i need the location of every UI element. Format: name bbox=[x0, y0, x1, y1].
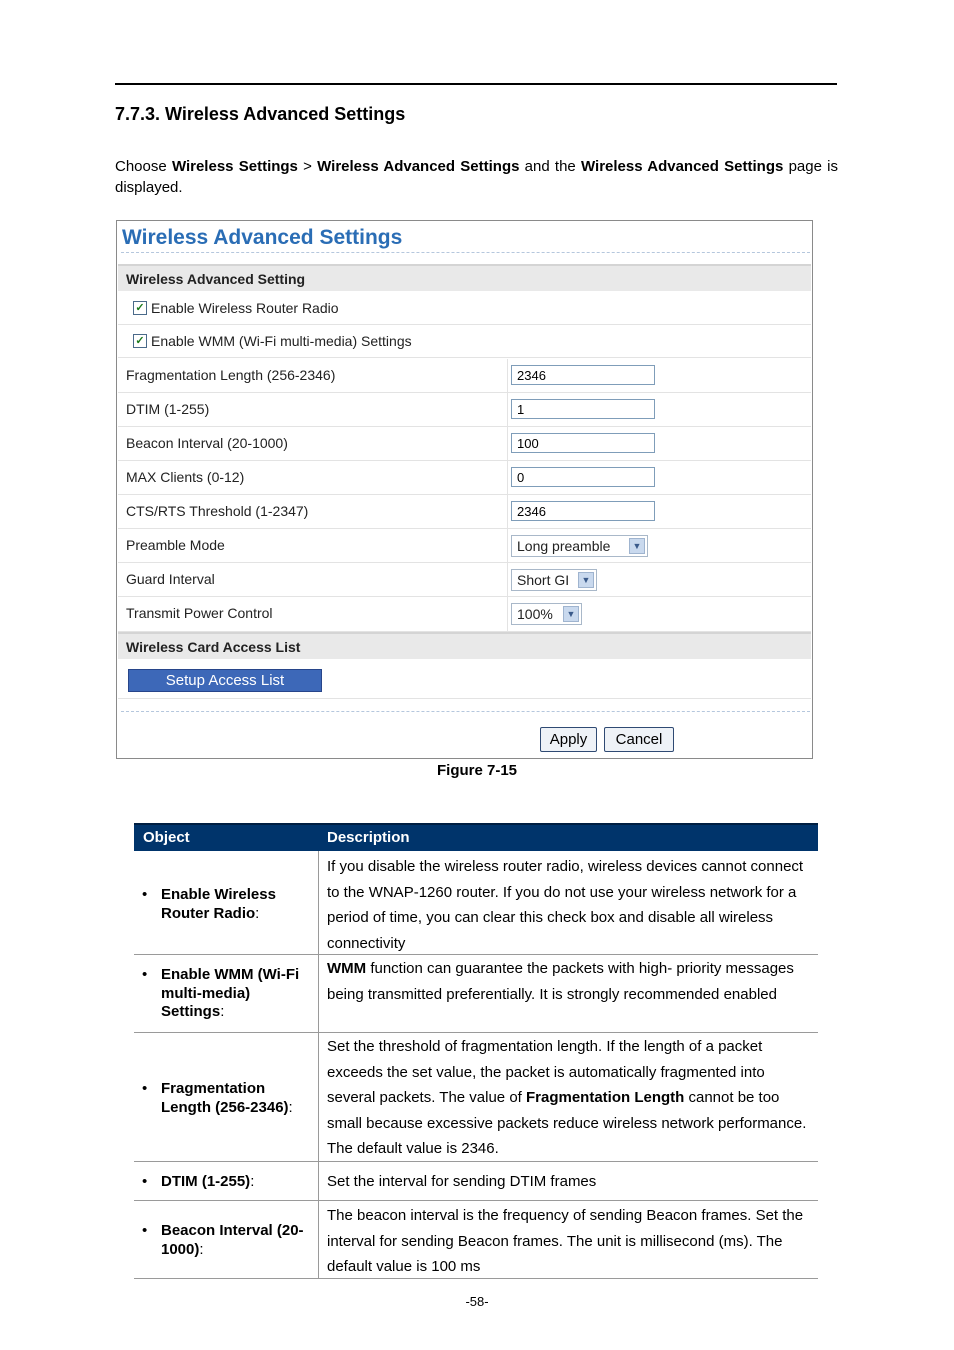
fragmentation-row bbox=[118, 359, 811, 393]
table-row bbox=[134, 1201, 818, 1279]
object-cell: • DTIM (1-255): bbox=[142, 1173, 255, 1190]
table-header bbox=[134, 823, 818, 851]
object-cell: • Enable WMM (Wi-Fi multi-media) Settings: bbox=[142, 966, 300, 1020]
section-header-access-list: Wireless Card Access List bbox=[118, 632, 811, 659]
section-heading: 7.7.3. Wireless Advanced Settings bbox=[115, 104, 406, 124]
transmit-power-row bbox=[118, 597, 811, 632]
preamble-row bbox=[118, 529, 811, 563]
radio-checkbox-row bbox=[118, 292, 811, 325]
preamble-select[interactable] bbox=[511, 535, 648, 557]
fragmentation-input[interactable]: 2346 bbox=[511, 365, 655, 385]
enable-wmm-label: Enable WMM (Wi-Fi multi-media) Settings bbox=[151, 333, 412, 349]
enable-radio-label: Enable Wireless Router Radio bbox=[151, 300, 339, 316]
cts-rts-input[interactable]: 2346 bbox=[511, 501, 655, 521]
preamble-select-value: Long preamble bbox=[517, 538, 611, 554]
figure-caption: Figure 7-15 bbox=[436, 762, 518, 779]
dtim-row bbox=[118, 393, 811, 427]
description-cell: WMM function can guarantee the packets with high- priority messages being transmitted preferentially. It is strongly recommended enabled bbox=[327, 960, 794, 1003]
table-row bbox=[134, 955, 818, 1033]
apply-button[interactable]: Apply bbox=[540, 727, 597, 752]
dtim-label: DTIM (1-255) bbox=[126, 401, 210, 417]
table-row bbox=[134, 1162, 818, 1201]
max-clients-row bbox=[118, 461, 811, 495]
description-column-header: Description bbox=[327, 829, 410, 846]
preamble-label: Preamble Mode bbox=[126, 537, 225, 553]
object-cell: • Fragmentation Length (256-2346): bbox=[142, 1080, 293, 1116]
cancel-button[interactable]: Cancel bbox=[604, 727, 674, 752]
wmm-checkbox-row bbox=[118, 325, 811, 358]
footer-divider bbox=[121, 711, 810, 712]
description-cell: The beacon interval is the frequency of sending Beacon frames. Set the interval for sending Beacon frames. The unit is millisecond (ms). The default value is 100 ms bbox=[327, 1207, 804, 1275]
transmit-power-label: Transmit Power Control bbox=[126, 605, 273, 621]
guard-interval-label: Guard Interval bbox=[126, 571, 215, 587]
table-row bbox=[134, 851, 818, 955]
chevron-down-icon: ▼ bbox=[563, 606, 579, 622]
description-cell: Set the interval for sending DTIM frames bbox=[327, 1173, 597, 1190]
beacon-label: Beacon Interval (20-1000) bbox=[126, 435, 288, 451]
dtim-input[interactable]: 1 bbox=[511, 399, 655, 419]
intro-paragraph: Choose Wireless Settings > Wireless Advanced Settings and the Wireless Advanced Settings page is displayed. bbox=[115, 158, 838, 196]
guard-interval-row bbox=[118, 563, 811, 597]
guard-interval-select[interactable] bbox=[511, 569, 597, 591]
max-clients-input[interactable]: 0 bbox=[511, 467, 655, 487]
max-clients-label: MAX Clients (0-12) bbox=[126, 469, 245, 485]
object-cell: • Beacon Interval (20-1000): bbox=[142, 1222, 304, 1258]
title-divider bbox=[121, 252, 810, 253]
object-column-header: Object bbox=[143, 829, 190, 846]
chevron-down-icon: ▼ bbox=[629, 538, 645, 554]
fragmentation-label: Fragmentation Length (256-2346) bbox=[126, 367, 336, 383]
transmit-power-select-value: 100% bbox=[517, 606, 553, 622]
object-cell: • Enable Wireless Router Radio: bbox=[142, 886, 276, 922]
transmit-power-select[interactable] bbox=[511, 603, 582, 625]
page-number: -58- bbox=[465, 1294, 489, 1309]
beacon-input[interactable]: 100 bbox=[511, 433, 655, 453]
setup-access-list-button[interactable]: Setup Access List bbox=[128, 669, 322, 692]
enable-radio-checkbox[interactable]: ✓ bbox=[133, 301, 147, 315]
chevron-down-icon: ▼ bbox=[578, 572, 594, 588]
beacon-row bbox=[118, 427, 811, 461]
description-cell: If you disable the wireless router radio, wireless devices cannot connect to the WNAP-1260 router. If you do not use your wireless network for a period of time, you can clear this check box and disable all wireless connectivity bbox=[327, 858, 804, 952]
guard-interval-select-value: Short GI bbox=[517, 572, 570, 588]
description-cell: Set the threshold of fragmentation length. If the length of a packet exceeds the set value, the packet is automatically fragmented into several packets. The value of Fragmentation Length cannot be too small because excessive packets reduce wireless network performance. The default value is 2346. bbox=[327, 1038, 807, 1157]
table-row bbox=[134, 1033, 818, 1162]
panel-title: Wireless Advanced Settings bbox=[122, 226, 403, 249]
settings-screenshot bbox=[116, 220, 813, 759]
enable-wmm-checkbox[interactable]: ✓ bbox=[133, 334, 147, 348]
cts-rts-label: CTS/RTS Threshold (1-2347) bbox=[126, 503, 309, 519]
section-header-advanced: Wireless Advanced Setting bbox=[118, 264, 811, 291]
cts-rts-row bbox=[118, 495, 811, 529]
header-rule bbox=[115, 83, 837, 85]
